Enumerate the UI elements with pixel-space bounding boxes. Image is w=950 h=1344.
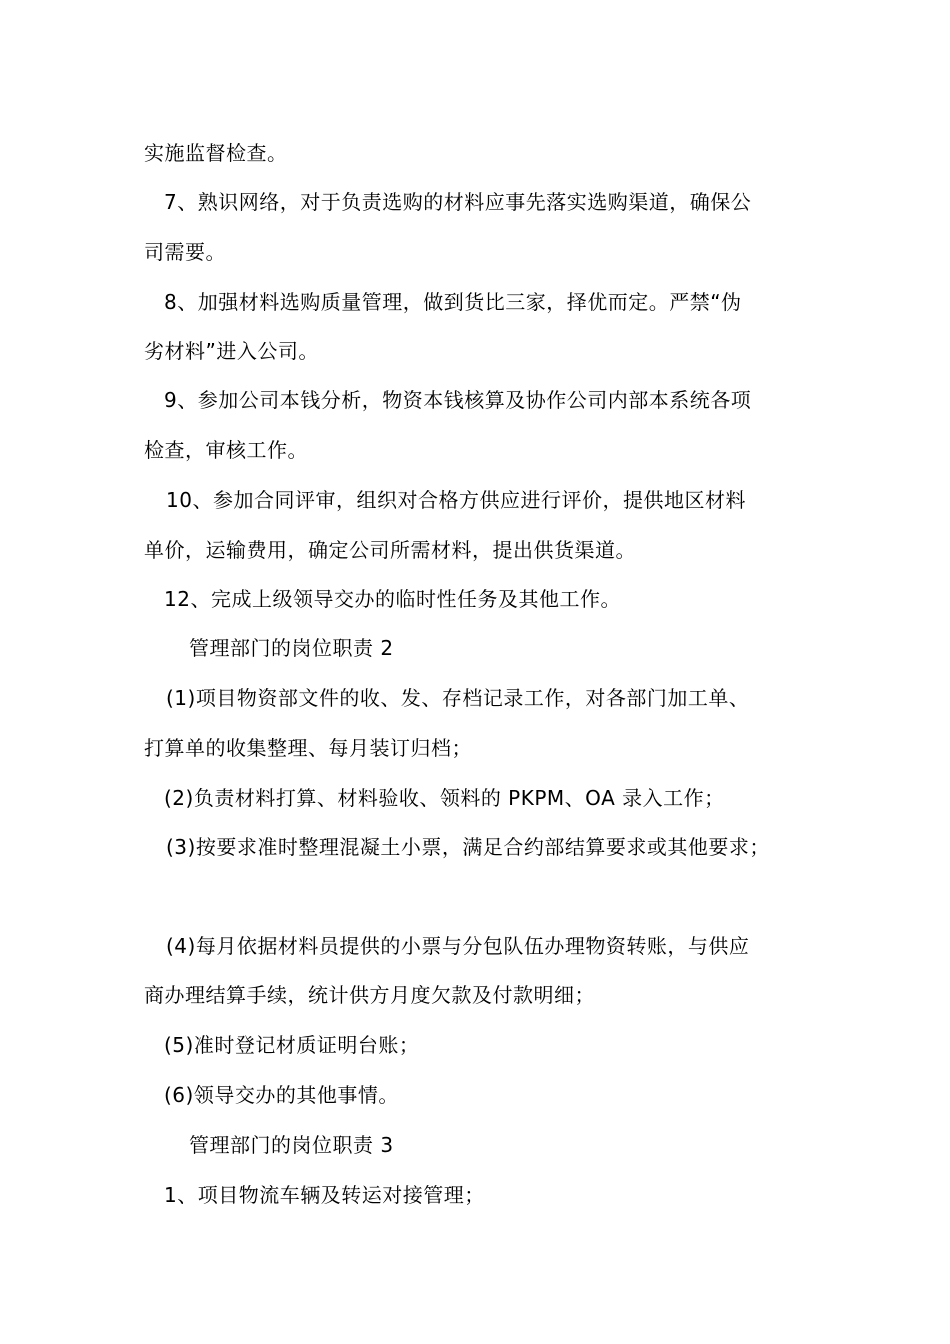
text-line: 1、项目物流车辆及转运对接管理； bbox=[164, 1183, 485, 1207]
text-line: (3)按要求准时整理混凝土小票，满足合约部结算要求或其他要求； bbox=[166, 835, 770, 859]
text-line: 实施监督检查。 bbox=[144, 141, 288, 165]
text-line: 劣材料”进入公司。 bbox=[144, 339, 319, 363]
text-line: 检查，审核工作。 bbox=[144, 438, 308, 462]
text-line: (5)准时登记材质证明台账； bbox=[164, 1033, 420, 1057]
text-line: 打算单的收集整理、每月装订归档； bbox=[144, 736, 472, 760]
text-line: (2)负责材料打算、材料验收、领料的 PKPM、OA 录入工作； bbox=[164, 786, 725, 810]
section-heading: 管理部门的岗位职责 3 bbox=[189, 1133, 394, 1157]
text-line: 12、完成上级领导交办的临时性任务及其他工作。 bbox=[164, 587, 621, 611]
text-line: 9、参加公司本钱分析，物资本钱核算及协作公司内部本系统各项 bbox=[164, 388, 752, 412]
text-line: 7、熟识网络，对于负责选购的材料应事先落实选购渠道，确保公 bbox=[164, 190, 752, 214]
text-line: 单价，运输费用，确定公司所需材料，提出供货渠道。 bbox=[144, 538, 636, 562]
text-line: 8、加强材料选购质量管理，做到货比三家，择优而定。严禁“伪 bbox=[164, 290, 742, 314]
text-line: (4)每月依据材料员提供的小票与分包队伍办理物资转账，与供应 bbox=[166, 934, 750, 958]
text-line: 司需要。 bbox=[144, 240, 226, 264]
text-line: (1)项目物资部文件的收、发、存档记录工作，对各部门加工单、 bbox=[166, 686, 750, 710]
text-line: (6)领导交办的其他事情。 bbox=[164, 1083, 399, 1107]
text-line: 商办理结算手续，统计供方月度欠款及付款明细； bbox=[144, 983, 595, 1007]
section-heading: 管理部门的岗位职责 2 bbox=[189, 636, 394, 660]
text-line: 10、参加合同评审，组织对合格方供应进行评价，提供地区材料 bbox=[166, 488, 746, 512]
